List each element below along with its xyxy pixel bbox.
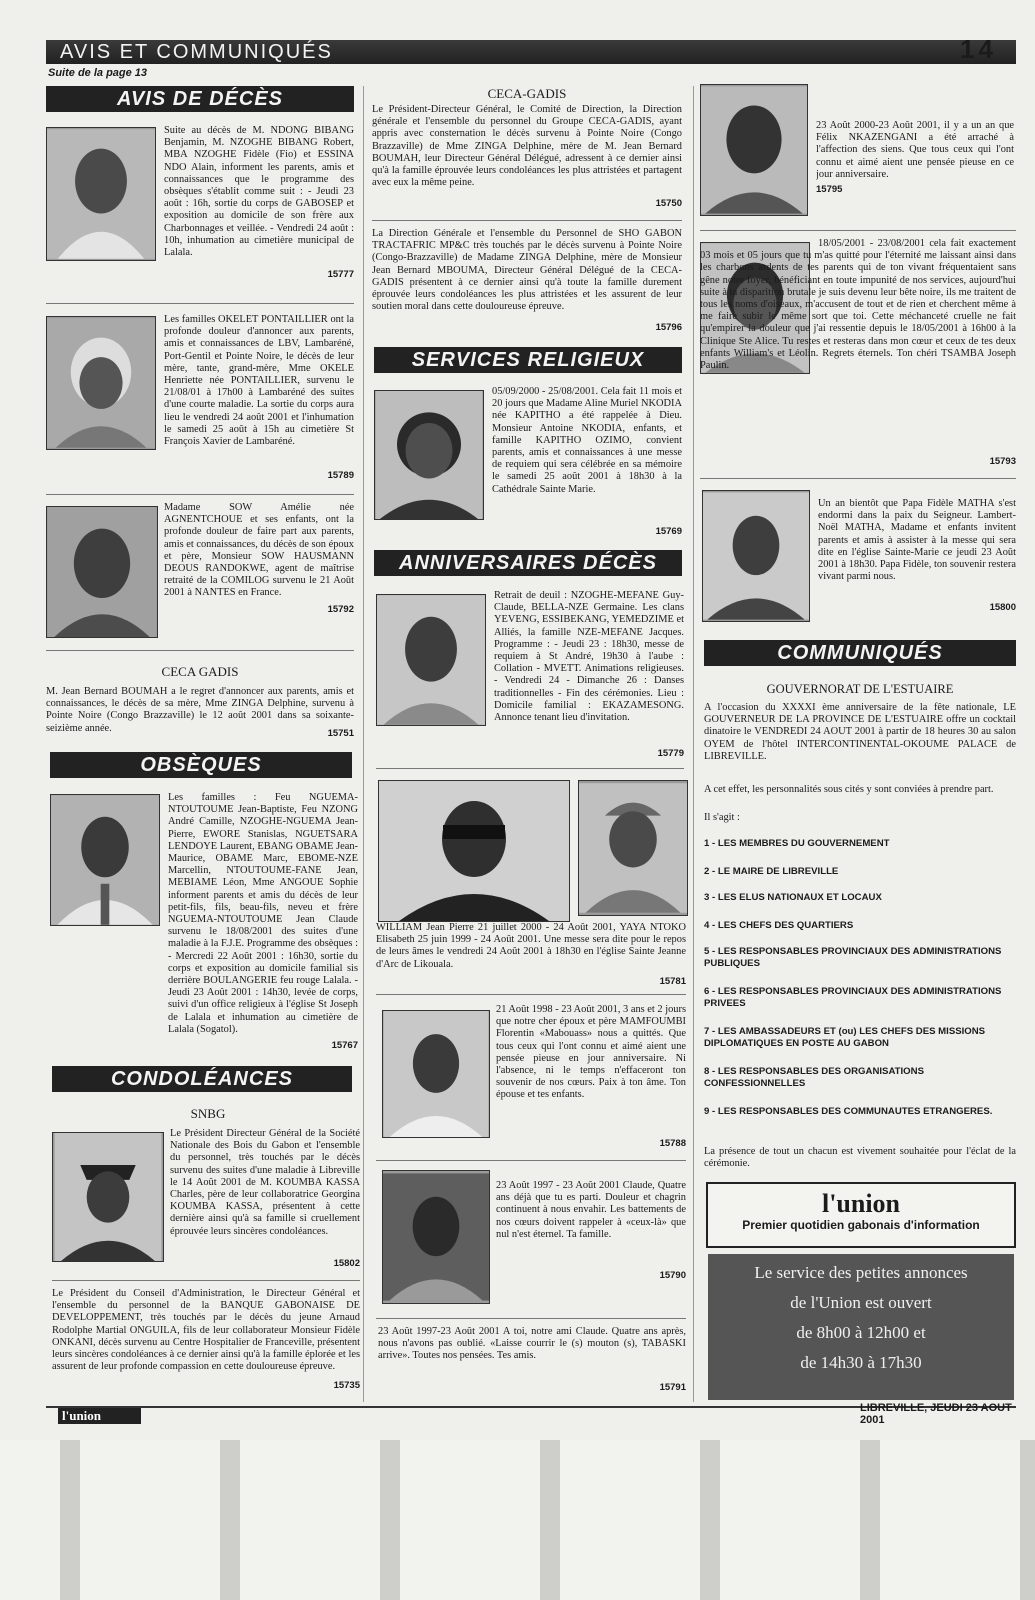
ads-line: de 8h00 à 12h00 et — [796, 1323, 926, 1342]
anniversaire-end — [816, 184, 1014, 198]
portrait-photo — [46, 127, 156, 261]
deces-notice-end — [46, 470, 354, 486]
anniversaire-text: 23 Août 2000-23 Août 2001, il y a un an que Félix NKAZENGANI a été arraché à l'affection des siens. Que tous ceux qui l'ont connu et aimé aient une pensée pieuse en ce jour anniversaire. — [816, 120, 1014, 180]
portrait-photo — [702, 490, 810, 622]
anniversaires-header: ANNIVERSAIRES DÉCÈS — [374, 550, 682, 576]
divider — [376, 1318, 686, 1319]
snbg-text: Le Président Directeur Général de la Société Nationale des Bois du Gabon et l'ensemble du personnel, très touchés par le décès survenu des suites d'une maladie à Libreville le 14 Août 2001 de M. KOUMBA KASSA Charles, père de leur collaboratrice Georgina KOUMBA KASSA, présentent à cette dernière ainsi qu'à sa famille si cruellement éprouvée leurs sincères condoléances. — [170, 1128, 360, 1237]
anniversaire-end — [376, 976, 686, 990]
anniversaire-end — [494, 748, 684, 762]
column-rule — [693, 86, 694, 1402]
page-number: 14 — [960, 34, 997, 64]
ceca-gadis-end — [372, 198, 682, 212]
portrait-photo — [700, 84, 808, 216]
reference-number: 15777 — [327, 269, 354, 280]
portrait-photo — [374, 390, 484, 520]
anniversaire-text: Un an bientôt que Papa Fidèle MATHA s'est endormi dans la paix du Seigneur. Lambert-Noël MATHA, Madame et enfants invitent parents et amis à assister à la messe qui sera dite en l'église Sainte-Marie ce jeudi 23 Août 2001 à 18h30. Papa Fidèle, ton souvenir restera vivant parmi nous. — [818, 498, 1016, 583]
anniversaire-text: 23 Août 1997-23 Août 2001 A toi, notre ami Claude. Quatre ans après, nous n'avons pas oublié. «Laisse courrir le (s) mouton (s), TABASKI arrive». Toutes nos pensées. Tes amis. — [378, 1326, 686, 1362]
reference-number: 15793 — [989, 456, 1016, 467]
reference-number: 15750 — [655, 198, 682, 209]
communiques-header: COMMUNIQUÉS — [704, 640, 1016, 666]
ads-line: Le service des petites annonces — [754, 1263, 968, 1282]
divider — [46, 650, 354, 651]
anniversaire-text: 18/05/2001 - 23/08/2001 cela fait exactement 03 mois et 05 jours que tu m'as quitté pour l'éternité me laissant ainsi dans les charbons ardents de tes parents qui de ton vivant fréquentaient sans gêne notre foyer, bénéficiant en toute impunité de nos services, aujourd'hui suite à ta disparition brutale je suis devenu leur bête noire, ils me traitent de tous les noms d'oiseaux, m'accusent de tout et de rien et cherchent même à me faire subir le même sort que toi. Cette méchanceté cruelle ne fait qu'empirer la douleur que j'ai ressentie depuis le 18/05/2001 à 16h00 à la Clinique Ste Alice. Tu restes et resteras dans mon cœur et ceux de tes deux enfants William's et Léolin. Regrets éternels. Ton chéri TSAMBA Joseph Paulin. — [700, 238, 1016, 372]
scan-bottom-margin — [0, 1440, 1035, 1600]
obseques-header: OBSÈQUES — [50, 752, 352, 778]
gouvernorat-list-intro: Il s'agit : — [704, 812, 740, 823]
petites-annonces-box — [708, 1254, 1014, 1400]
sho-text: La Direction Générale et l'ensemble du Personnel de SHO GABON TRACTAFRIC MP&C très touchés par le décès survenu à Pointe Noire (Congo-Brazzaville) de Madame ZINGA Delphine, mère de Monsieur Jean Bernard MBOUMA, Directeur Général Délégué de la CECA-GADIS présentent à ce dernier ainsi qu'à toute la famille durement éprouvée leurs condoléances les plus attristées et les assurent de leur soutien moral dans cette douloureuse épreuve. — [372, 228, 682, 313]
footer-dateline: LIBREVILLE, JEUDI 23 AOUT 2001 — [860, 1402, 1012, 1426]
reference-number: 15769 — [655, 526, 682, 537]
deces-notice-text: Suite au décès de M. NDONG BIBANG Benjamin, M. NZOGHE BIBANG Robert, MBA NZOGHE Fidèle (Fio) et ESSINA NDO Alain, informent les parents, amis et connaissances que le programme des obsèques s'établit comme suit : - Jeudi 23 août : 16h, sortie du corps de GABOSEP et exposition au domicile de son frère aux Charbonnages et veillée. - Vendredi 24 août : 10h, inhumation au cimetière municipal de Lalala. — [164, 125, 354, 259]
sho-end — [372, 322, 682, 336]
anniversaire-end — [818, 602, 1016, 616]
guest-item: 7 - LES AMBASSADEURS ET (ou) LES CHEFS DES MISSIONS DIPLOMATIQUES EN POSTE AU GABON — [704, 1026, 986, 1049]
footer-logo: l'union — [58, 1408, 141, 1424]
reference-number: 15802 — [333, 1258, 360, 1269]
anniversaire-end — [496, 1138, 686, 1152]
portrait-photo — [382, 1010, 490, 1138]
ceca-text: M. Jean Bernard BOUMAH a le regret d'annoncer aux parents, amis et connaissances, le décès de sa mère, Mme ZINGA Delphine, survenu à Pointe Noire (Congo Brazzaville) le 12 août 2001 dans sa soixante-seizième année. — [46, 686, 354, 734]
divider — [372, 220, 682, 221]
gouvernorat-title: GOUVERNORAT DE L'ESTUAIRE — [766, 682, 954, 696]
ceca-gadis-text: Le Président-Directeur Général, le Comité de Direction, la Direction générale et l'ensemble du personnel du Groupe CECA-GADIS, ayant appris avec consternation le décès survenu à Pointe Noire (Congo Brazzaville) de Mme ZINGA Delphine, mère de M. Jean Bernard BOUMAH, leur Directeur Général Délégué, adressent à ce dernier ainsi qu'à la famille éprouvée leurs condoléances les plus attristées et partagent avec eux la même peine. — [372, 104, 682, 189]
deces-notice-text: Madame SOW Amélie née AGNENTCHOUE et ses enfants, ont la profonde douleur de faire part aux parents, amis et connaissances, du décès de son époux et père, Monsieur SOW HAUSMANN DEOUS RANDOKWE, agent de maîtrise retraité de la COMILOG survenu le 21 Août 2001 à NANTES en France. — [164, 502, 354, 599]
divider — [46, 494, 354, 495]
deces-notice-end — [164, 604, 354, 620]
anniversaire-text: 21 Août 1998 - 23 Août 2001, 3 ans et 2 jours que notre cher époux et père MAMFOUMBI Florentin «Mabouass» nous a quittés. Que tous ceux qui l'ont connu et aimé aient une pensée pieuse en jour anniversaire. Ni l'absence, ni le temps n'effaceront ton souvenir de nos cœurs. Paix à ton âme. Ton épouse et tes enfants. — [496, 1004, 686, 1101]
anniversaire-end — [378, 1382, 686, 1396]
service-text: 05/09/2000 - 25/08/2001. Cela fait 11 mois et 20 jours que Madame Aline Muriel NKODIA née KAPITHO a été rappelée à Dieu. Monsieur Antoine NKODIA, enfants, et famille KAPITHO OZIMO, convient parents, amis et connaissances à une messe de requiem qui sera célébrée en sa mémoire le samedi 25 août 2001 à 18h30 à la Cathédrale Sainte Marie. — [492, 386, 682, 495]
bgd-text: Le Président du Conseil d'Administration, le Directeur Général et l'ensemble du personnel de la BANQUE GABONAISE DE DEVELOPPEMENT, très touchés par le décès du jeune Arnaud Rodolphe Martial ONGUILA, fils de leur collaborateur Monsieur Fidèle ONKANI, décès survenu au Centre Hospitalier de Franceville, présentent leurs sincères condoléances à ce dernier ainsi qu'à la famille éplorée et les assurent de leur profonde compassion en cette douloureuse épreuve. — [52, 1288, 360, 1373]
divider — [376, 768, 684, 769]
bgd-end — [52, 1380, 360, 1394]
divider — [52, 1280, 360, 1281]
divider — [700, 478, 1016, 479]
services-religieux-header: SERVICES RELIGIEUX — [374, 347, 682, 373]
reference-number: 15767 — [331, 1040, 358, 1051]
union-logo: l'union — [821, 1189, 901, 1218]
divider — [376, 1160, 686, 1161]
avis-deces-header: AVIS DE DÉCÈS — [46, 86, 354, 112]
reference-number: 15751 — [327, 728, 354, 739]
snbg-title: SNBG — [190, 1106, 226, 1121]
divider — [700, 230, 1016, 231]
divider — [46, 303, 354, 304]
reference-number: 15791 — [659, 1382, 686, 1393]
guest-item: 9 - LES RESPONSABLES DES COMMUNAUTES ETRANGERES. — [704, 1106, 993, 1117]
obseques-end — [168, 1040, 358, 1054]
union-logo-box — [706, 1182, 1016, 1248]
divider — [376, 994, 686, 995]
section-title: AVIS ET COMMUNIQUÉS — [60, 41, 333, 63]
reference-number: 15779 — [657, 748, 684, 759]
anniversaire-end — [496, 1270, 686, 1284]
portrait-photo — [578, 780, 688, 916]
guest-item: 1 - LES MEMBRES DU GOUVERNEMENT — [704, 838, 890, 849]
guest-item: 6 - LES RESPONSABLES PROVINCIAUX DES ADMINISTRATIONS PRIVEES — [704, 986, 1002, 1009]
guest-item: 5 - LES RESPONSABLES PROVINCIAUX DES ADMINISTRATIONS PUBLIQUES — [704, 946, 1002, 969]
guest-item: 4 - LES CHEFS DES QUARTIERS — [704, 920, 854, 931]
guest-item: 2 - LE MAIRE DE LIBREVILLE — [704, 866, 839, 877]
ceca-end — [46, 728, 354, 742]
obseques-text: Les familles : Feu NGUEMA-NTOUTOUME Jean-Baptiste, Feu NZONG André Camille, NZOGHE-NGUEMA Jean-Pierre, EWORE Stanislas, NGUETSARA LENDOYE Laurent, EBANG OBAME Jean-Maurice, OBAME Marc, EBOME-NZE Marcellin, NTOUTOUME-FANE Jean, MEBIAME Léon, Mme ANGOUE Sophie informent parents et amis du décès de leur petit-fils, fils, beau-fils, neveu et frère NGUEMA-NTOUTOUME Jean Claude survenu le 18/08/2001 des suites d'une maladie à la F.J.E. Programme des obsèques : - Mercredi 22 Août 2001 : 16h30, sortie du corps et exposition au domicile familial sis derrière BOULANGERIE feu rouge Lalala. - Jeudi 23 Août 2001 : 14h30, levée de corps, suivi d'un office religieux à l'église St Joseph de Lalala et inhumation au cimetière de Lalala (Sogatol). — [168, 792, 358, 1035]
anniversaire-text: Retrait de deuil : NZOGHE-MEFANE Guy-Claude, BELLA-NZE Germaine. Les clans YEVENG, ESSIBEKANG, YEMEDZIME et Alliés, la famille NZE-MEFANE Jacques. Programme : - Jeudi 23 : 18h30, messe de requiem à St André, 19h30 à l'aube : Collation - MVETT. Animations religieuses. - Vendredi 24 - Dimanche 26 : Danses traditionnelles - Fin des cérémonies. Lieu : Domicile familial : EKAZAMESONG. Annonce tenant lieu d'invitation. — [494, 590, 684, 724]
anniversaire-text: 23 Août 1997 - 23 Août 2001 Claude, Quatre ans déjà que tu es parti. Douleur et chagrin continuent à nous envahir. Les battements de nos cœurs doivent rappeler à «ceux-là» que nul n'est éternel. Ta famille. — [496, 1180, 686, 1240]
ceca-title: CECA GADIS — [161, 664, 239, 679]
column-rule — [363, 86, 364, 1402]
reference-number: 15795 — [816, 184, 843, 195]
reference-number: 15788 — [659, 1138, 686, 1149]
reference-number: 15800 — [989, 602, 1016, 613]
portrait-photo — [52, 1132, 164, 1262]
reference-number: 15796 — [655, 322, 682, 333]
gouvernorat-closing: La présence de tout un chacun est vivement souhaitée pour l'éclat de la cérémonie. — [704, 1146, 1016, 1170]
portrait-photo — [378, 780, 570, 922]
portrait-photo — [46, 506, 158, 638]
continued-note: Suite de la page 13 — [48, 67, 148, 79]
deces-notice-end — [46, 269, 354, 295]
ceca-gadis-title: CECA-GADIS — [487, 86, 567, 101]
condoleances-header: CONDOLÉANCES — [52, 1066, 352, 1092]
gouvernorat-invite: A cet effet, les personnalités sous cités y sont conviées à prendre part. — [704, 784, 994, 795]
portrait-photo — [382, 1170, 490, 1304]
gouvernorat-intro: A l'occasion du XXXXI ème anniversaire de la fête nationale, LE GOUVERNEUR DE LA PROVINCE DE L'ESTUAIRE offre un cocktail dinatoire le VENDREDI 24 AOUT 2001 à partir de 18 heures 30 au salon OYEM de l'hôtel INTERCONTINENTAL-OKOUME PALACE de LIBREVILLE. — [704, 702, 1016, 762]
reference-number: 15790 — [659, 1270, 686, 1281]
guest-item: 3 - LES ELUS NATIONAUX ET LOCAUX — [704, 892, 882, 903]
reference-number: 15735 — [333, 1380, 360, 1391]
service-end — [492, 526, 682, 540]
reference-number: 15792 — [327, 604, 354, 615]
union-tagline: Premier quotidien gabonais d'information — [742, 1218, 980, 1232]
ads-line: de 14h30 à 17h30 — [800, 1353, 922, 1372]
portrait-photo — [50, 794, 160, 926]
deces-notice-text: Les familles OKELET PONTAILLIER ont la profonde douleur d'annoncer aux parents, amis et connaissances de LBV, Lambaréné, Port-Gentil et Pointe Noire, le décès de leur mère, tante, grand-mère, Mme OKELE Henriette née PONTAILLIER, survenu le 21/08/01 à 17h00 à Lambaréné des suites d'une courte maladie. La sortie du corps aura lieu le vendredi 24 août 2001 et l'inhumation le samedi 25 août à 15h au cimetière St François Xavier de Lambaréné. — [164, 314, 354, 448]
anniversaire-text: WILLIAM Jean Pierre 21 juillet 2000 - 24 Août 2001, YAYA NTOKO Elisabeth 25 juin 1999 - 24 Août 2001. Une messe sera dite pour le repos de leurs âmes le vendredi 24 Août 2001 à 18h30 en l'église Sainte Jeanne d'Arc de Likouala. — [376, 922, 686, 970]
guest-item: 8 - LES RESPONSABLES DES ORGANISATIONS CONFESSIONNELLES — [704, 1066, 924, 1089]
portrait-photo — [376, 594, 486, 726]
reference-number: 15789 — [327, 470, 354, 481]
anniversaire-end — [960, 456, 1016, 470]
portrait-photo — [46, 316, 156, 450]
snbg-end — [170, 1258, 360, 1272]
reference-number: 15781 — [659, 976, 686, 987]
ads-line: de l'Union est ouvert — [790, 1293, 932, 1312]
